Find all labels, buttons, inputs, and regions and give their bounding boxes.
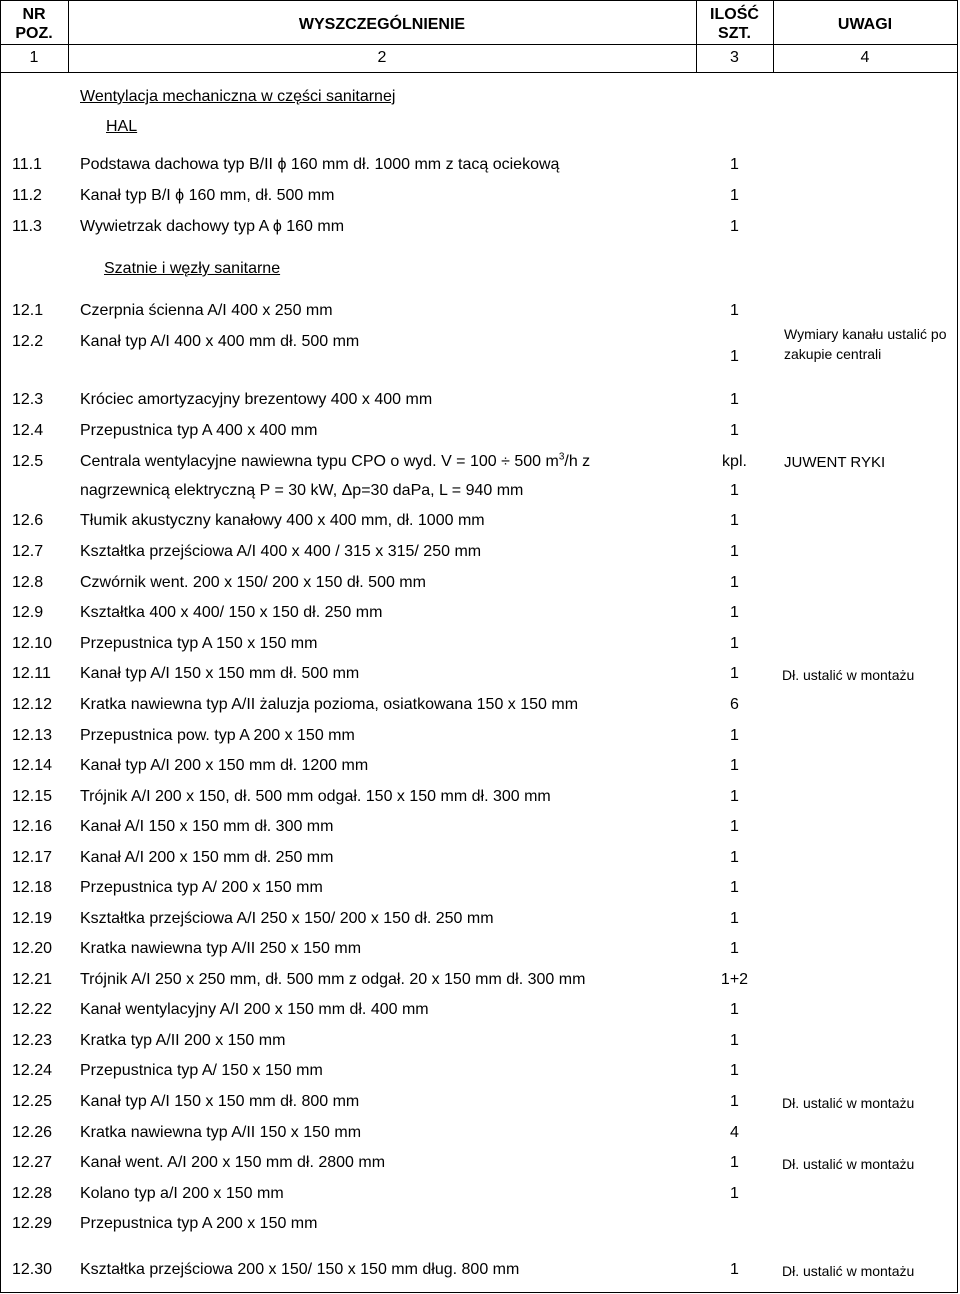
- row-quantity: 1: [730, 788, 739, 805]
- row-number: 12.14: [12, 757, 53, 774]
- row-description: Kanał typ B/I ϕ 160 mm, dł. 500 mm: [80, 187, 335, 204]
- header-divider: [0, 44, 958, 45]
- row-quantity: 1: [730, 574, 739, 591]
- row-description: Kształtka 400 x 400/ 150 x 150 dł. 250 mm: [80, 604, 383, 621]
- row-description-text: Centrala wentylacyjne nawiewna typu CPO o wyd. V = 100 ÷ 500 m: [80, 453, 559, 470]
- row-number: 12.8: [12, 574, 44, 591]
- row-quantity: 1+2: [720, 971, 749, 988]
- row-quantity: 1: [730, 1261, 739, 1278]
- row-number: 12.28: [12, 1185, 53, 1202]
- row-description: Przepustnica typ A 150 x 150 mm: [80, 635, 318, 652]
- row-quantity: kpl.: [722, 453, 747, 470]
- row-description: Kanał typ A/I 150 x 150 mm dł. 500 mm: [80, 665, 360, 682]
- row-description: Kratka nawiewna typ A/II 250 x 150 mm: [80, 940, 362, 957]
- row-description-line2: nagrzewnicą elektryczną P = 30 kW, Δp=30 daPa, L = 940 mm: [80, 482, 524, 499]
- row-number: 12.29: [12, 1215, 53, 1232]
- row-description: Przepustnica pow. typ A 200 x 150 mm: [80, 727, 355, 744]
- header-notes: UWAGI: [837, 16, 893, 33]
- row-description: Kanał A/I 200 x 150 mm dł. 250 mm: [80, 849, 334, 866]
- column-number: 4: [860, 49, 870, 66]
- section-heading: Szatnie i węzły sanitarne: [104, 260, 281, 277]
- row-quantity: 1: [730, 302, 739, 319]
- row-quantity: 1: [730, 543, 739, 560]
- row-quantity: 1: [730, 156, 739, 173]
- row-quantity: 1: [730, 849, 739, 866]
- row-description: Tłumik akustyczny kanałowy 400 x 400 mm, dł. 1000 mm: [80, 512, 485, 529]
- row-quantity: 1: [730, 940, 739, 957]
- header-description: WYSZCZEGÓLNIENIE: [298, 16, 466, 33]
- row-description: Kratka typ A/II 200 x 150 mm: [80, 1032, 286, 1049]
- section-heading: HAL: [106, 118, 138, 135]
- row-number: 12.2: [12, 333, 44, 350]
- row-quantity: 1: [730, 1154, 739, 1171]
- row-description: Przepustnica typ A/ 200 x 150 mm: [80, 879, 323, 896]
- row-description: Trójnik A/I 250 x 250 mm, dł. 500 mm z odgał. 20 x 150 mm dł. 300 mm: [80, 971, 586, 988]
- table-border-left: [0, 0, 1, 1293]
- row-quantity: 1: [730, 1093, 739, 1110]
- row-description: Przepustnica typ A 400 x 400 mm: [80, 422, 318, 439]
- row-number: 12.30: [12, 1261, 53, 1278]
- row-quantity: 1: [730, 391, 739, 408]
- table-border-right: [957, 0, 958, 1293]
- column-number: 1: [29, 49, 39, 66]
- row-description: Kształtka przejściowa A/I 400 x 400 / 315 x 315/ 250 mm: [80, 543, 482, 560]
- row-number: 11.3: [12, 218, 42, 235]
- row-description: Trójnik A/I 200 x 150, dł. 500 mm odgał. 150 x 150 mm dł. 300 mm: [80, 788, 551, 805]
- row-description: Podstawa dachowa typ B/II ϕ 160 mm dł. 1000 mm z tacą ociekową: [80, 156, 560, 173]
- header-qty-line1: ILOŚĆ: [710, 6, 759, 23]
- row-number: 12.13: [12, 727, 53, 744]
- row-note: JUWENT RYKI: [784, 454, 886, 471]
- row-note: Dł. ustalić w montażu: [782, 1095, 915, 1111]
- row-description: Czerpnia ścienna A/I 400 x 250 mm: [80, 302, 333, 319]
- header-nr: [0, 5, 68, 43]
- row-number: 12.16: [12, 818, 53, 835]
- header-quantity: [696, 5, 773, 43]
- row-number: 12.25: [12, 1093, 53, 1110]
- row-number: 12.12: [12, 696, 53, 713]
- row-number: 12.19: [12, 910, 53, 927]
- row-quantity: 1: [730, 818, 739, 835]
- row-number: 12.24: [12, 1062, 53, 1079]
- row-description: Kratka nawiewna typ A/II 150 x 150 mm: [80, 1124, 362, 1141]
- row-number: 12.18: [12, 879, 53, 896]
- row-number: 12.1: [12, 302, 44, 319]
- row-quantity: 6: [730, 696, 739, 713]
- row-description: Przepustnica typ A 200 x 150 mm: [80, 1215, 318, 1232]
- row-note: Dł. ustalić w montażu: [782, 1156, 915, 1172]
- row-number: 11.1: [12, 156, 42, 173]
- row-note: Dł. ustalić w montażu: [782, 667, 915, 683]
- row-number: 12.5: [12, 453, 44, 470]
- row-number: 12.26: [12, 1124, 53, 1141]
- row-number: 12.22: [12, 1001, 53, 1018]
- row-description: Kanał A/I 150 x 150 mm dł. 300 mm: [80, 818, 334, 835]
- row-description: Kanał typ A/I 200 x 150 mm dł. 1200 mm: [80, 757, 369, 774]
- row-description: Kształtka przejściowa A/I 250 x 150/ 200 x 150 dł. 250 mm: [80, 910, 494, 927]
- row-description: Kratka nawiewna typ A/II żaluzja pozioma, osiatkowana 150 x 150 mm: [80, 696, 579, 713]
- row-number: 12.7: [12, 543, 44, 560]
- row-description: Kanał typ A/I 150 x 150 mm dł. 800 mm: [80, 1093, 360, 1110]
- row-quantity: 1: [730, 635, 739, 652]
- row-description: Kształtka przejściowa 200 x 150/ 150 x 150 mm dług. 800 mm: [80, 1261, 520, 1278]
- header-qty-line2: SZT.: [718, 25, 751, 42]
- row-quantity: 1: [730, 1001, 739, 1018]
- row-description: Kolano typ a/I 200 x 150 mm: [80, 1185, 284, 1202]
- row-quantity: 1: [730, 665, 739, 682]
- row-description: Przepustnica typ A/ 150 x 150 mm: [80, 1062, 323, 1079]
- row-quantity: 1: [730, 1032, 739, 1049]
- row-number: 12.6: [12, 512, 44, 529]
- header-nr-line1: NR: [22, 6, 46, 23]
- superscript: 3: [558, 451, 565, 463]
- row-quantity: 1: [730, 757, 739, 774]
- row-number: 11.2: [12, 187, 42, 204]
- row-number: 12.27: [12, 1154, 53, 1171]
- row-number: 12.20: [12, 940, 53, 957]
- row-quantity: 1: [730, 727, 739, 744]
- header-nr-line2: POZ.: [15, 25, 53, 42]
- row-description: Kanał wentylacyjny A/I 200 x 150 mm dł. 400 mm: [80, 1001, 429, 1018]
- row-quantity: 1: [730, 348, 739, 365]
- table-border-top: [0, 0, 958, 1]
- row-quantity: 1: [730, 604, 739, 621]
- row-number: 12.3: [12, 391, 44, 408]
- row-description: [80, 453, 590, 471]
- row-quantity: 4: [730, 1124, 739, 1141]
- column-number-divider: [0, 72, 958, 73]
- row-quantity: 1: [730, 512, 739, 529]
- row-quantity: 1: [730, 187, 739, 204]
- row-number: 12.21: [12, 971, 53, 988]
- row-number: 12.10: [12, 635, 53, 652]
- row-quantity: 1: [730, 422, 739, 439]
- table-border-bottom: [0, 1292, 958, 1293]
- row-number: 12.9: [12, 604, 44, 621]
- row-number: 12.11: [12, 665, 51, 682]
- row-quantity: 1: [730, 910, 739, 927]
- row-description-text: /h z: [564, 453, 591, 470]
- row-quantity: 1: [730, 1062, 739, 1079]
- row-quantity-line2: 1: [730, 482, 739, 499]
- row-quantity: 1: [730, 879, 739, 896]
- row-number: 12.4: [12, 422, 44, 439]
- row-quantity: 1: [730, 218, 739, 235]
- column-number: 2: [377, 49, 387, 66]
- row-description: Króciec amortyzacyjny brezentowy 400 x 400 mm: [80, 391, 433, 408]
- row-quantity: 1: [730, 1185, 739, 1202]
- row-note: Dł. ustalić w montażu: [782, 1263, 915, 1279]
- row-description: Czwórnik went. 200 x 150/ 200 x 150 dł. 500 mm: [80, 574, 426, 591]
- row-number: 12.15: [12, 788, 53, 805]
- section-heading: Wentylacja mechaniczna w części sanitarnej: [80, 88, 396, 105]
- row-number: 12.23: [12, 1032, 53, 1049]
- row-description: Kanał typ A/I 400 x 400 mm dł. 500 mm: [80, 333, 360, 350]
- row-description: Wywietrzak dachowy typ A ϕ 160 mm: [80, 218, 345, 235]
- row-description: Kanał went. A/I 200 x 150 mm dł. 2800 mm: [80, 1154, 386, 1171]
- row-number: 12.17: [12, 849, 53, 866]
- column-number: 3: [730, 49, 739, 66]
- row-note: Wymiary kanału ustalić po zakupie centrali: [784, 326, 947, 362]
